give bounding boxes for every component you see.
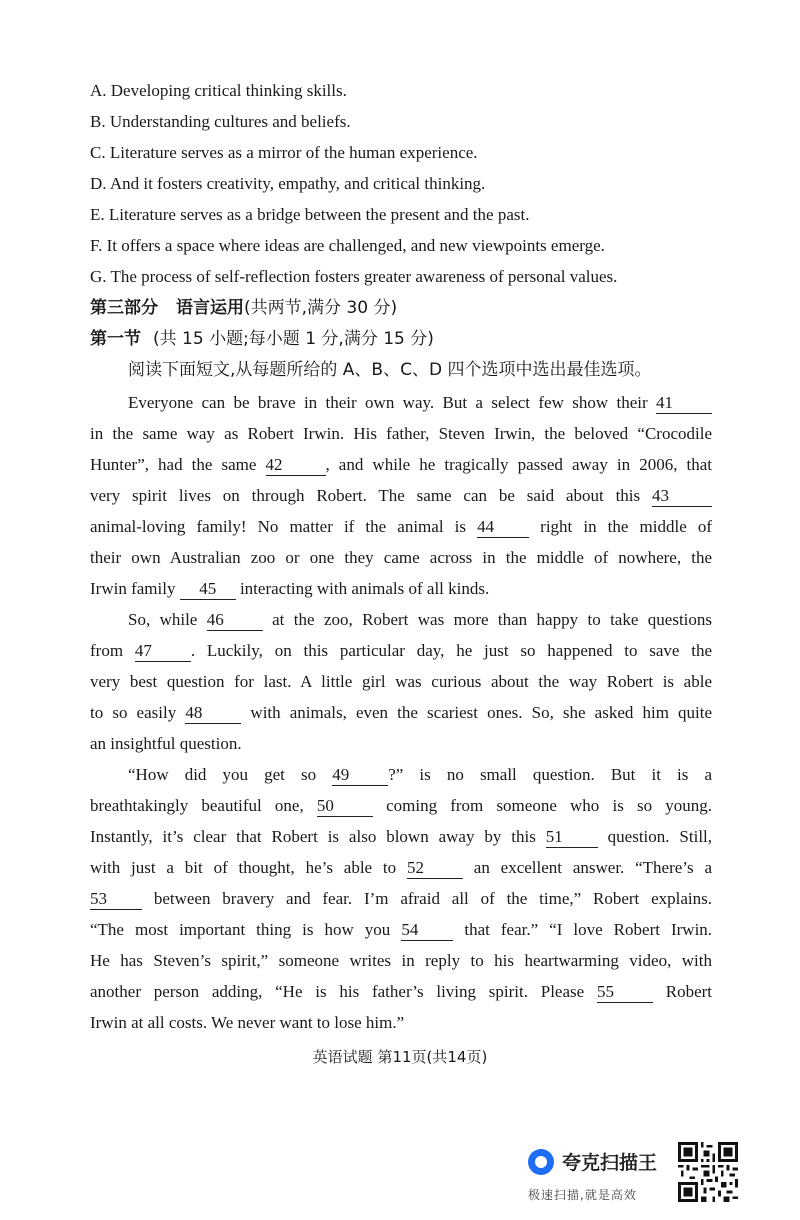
passage-text: to so easily <box>90 703 177 722</box>
blank-46: 46 <box>207 610 263 631</box>
blank-51: 51 <box>546 827 598 848</box>
passage-line <box>90 516 712 538</box>
passage-text: between bravery and fear. I’m afraid all of the time,” Robert explains. <box>153 889 712 908</box>
passage-text: another person adding, “He is his father’s living spirit. Please <box>90 982 585 1001</box>
passage-line <box>90 826 712 848</box>
passage-line <box>90 919 712 941</box>
passage-text: breathtakingly beautiful one, <box>90 796 304 815</box>
passage-line <box>90 702 712 724</box>
passage-line <box>90 578 712 600</box>
passage-line: an insightful question. <box>90 734 242 753</box>
passage-text: with animals, even the scariest ones. So, she asked him quite <box>250 703 713 722</box>
option-f: F. It offers a space where ideas are challenged, and new viewpoints emerge. <box>90 236 605 255</box>
part-title: 第三部分 <box>90 298 158 318</box>
passage-text: interacting with animals of all kinds. <box>239 579 490 598</box>
blank-49: 49 <box>332 765 388 786</box>
blank-45: 45 <box>180 579 236 600</box>
passage-line: He has Steven’s spirit,” someone writes in reply to his heartwarming video, with <box>90 951 712 970</box>
blank-47: 47 <box>135 641 191 662</box>
passage-line <box>90 485 712 507</box>
blank-55: 55 <box>597 982 653 1003</box>
option-b: B. Understanding cultures and beliefs. <box>90 112 351 131</box>
part-three-heading <box>90 297 397 319</box>
passage-text: . Luckily, on this particular day, he just so happened to save the <box>190 641 713 660</box>
passage-text: Robert <box>665 982 713 1001</box>
passage-text: ?” is no small question. But it is a <box>388 765 713 784</box>
passage-text: from <box>90 641 124 660</box>
passage-text: So, while <box>128 610 198 629</box>
passage-text: at the zoo, Robert was more than happy to take questions <box>272 610 713 629</box>
blank-50: 50 <box>317 796 373 817</box>
blank-43: 43 <box>652 486 712 507</box>
passage-line <box>128 609 712 631</box>
passage-line: very best question for last. A little girl was curious about the way Robert is able <box>90 672 712 691</box>
passage-line: Irwin at all costs. We never want to lose him.” <box>90 1013 405 1032</box>
page-footer: 英语试题 第11页(共14页) <box>312 1048 488 1066</box>
passage-line <box>90 981 712 1003</box>
brand-name: 夸克扫描王 <box>562 1152 658 1174</box>
passage-line <box>90 795 712 817</box>
blank-52: 52 <box>407 858 463 879</box>
section-one-heading <box>90 328 434 350</box>
passage-line <box>90 857 712 879</box>
passage-line <box>90 888 712 910</box>
option-e: E. Literature serves as a bridge between the present and the past. <box>90 205 530 224</box>
passage-text: question. Still, <box>607 827 713 846</box>
passage-line: in the same way as Robert Irwin. His father, Steven Irwin, the beloved “Crocodile <box>90 424 712 443</box>
passage-line <box>90 640 712 662</box>
passage-text: with just a bit of thought, he’s able to <box>90 858 397 877</box>
passage-text: , and while he tragically passed away in 2006, that <box>325 455 712 474</box>
blank-44: 44 <box>477 517 529 538</box>
option-c: C. Literature serves as a mirror of the human experience. <box>90 143 478 162</box>
section-title: 第一节 <box>90 329 141 349</box>
option-a: A. Developing critical thinking skills. <box>90 81 347 100</box>
passage-text: an excellent answer. “There’s a <box>473 858 713 877</box>
passage-text: Hunter”, had the same <box>90 455 257 474</box>
blank-53: 53 <box>90 889 142 910</box>
blank-48: 48 <box>185 703 241 724</box>
passage-line <box>90 454 712 476</box>
instruction: 阅读下面短文,从每题所给的 A、B、C、D 四个选项中选出最佳选项。 <box>128 360 652 380</box>
part-name: 语言运用 <box>176 298 244 318</box>
passage-line <box>128 764 712 786</box>
passage-text: Everyone can be brave in their own way. But a select few show their <box>128 393 648 412</box>
section-note: (共 15 小题;每小题 1 分,满分 15 分) <box>153 329 434 349</box>
passage-text: Instantly, it’s clear that Robert is also blown away by this <box>90 827 536 846</box>
passage-text: that fear.” “I love Robert Irwin. <box>464 920 713 939</box>
brand-slogan: 极速扫描,就是高效 <box>528 1188 637 1202</box>
passage-text: animal-loving family! No matter if the animal is <box>90 517 466 536</box>
blank-54: 54 <box>401 920 453 941</box>
passage-text: very spirit lives on through Robert. The same can be said about this <box>90 486 641 505</box>
passage-line <box>128 392 712 414</box>
option-g: G. The process of self-reflection fosters greater awareness of personal values. <box>90 267 618 286</box>
passage-text: Irwin family <box>90 579 176 598</box>
passage-text: coming from someone who is so young. <box>386 796 713 815</box>
scanner-logo-icon <box>528 1149 554 1175</box>
qr-code-icon <box>678 1142 738 1202</box>
scanner-watermark <box>528 1148 657 1175</box>
passage-text: “How did you get so <box>128 765 317 784</box>
passage-line: their own Australian zoo or one they came across in the middle of nowhere, the <box>90 548 712 567</box>
part-note: (共两节,满分 30 分) <box>244 298 398 318</box>
passage-text: right in the middle of <box>540 517 713 536</box>
passage-text: “The most important thing is how you <box>90 920 391 939</box>
blank-42: 42 <box>266 455 326 476</box>
blank-41: 41 <box>656 393 712 414</box>
option-d: D. And it fosters creativity, empathy, and critical thinking. <box>90 174 486 193</box>
